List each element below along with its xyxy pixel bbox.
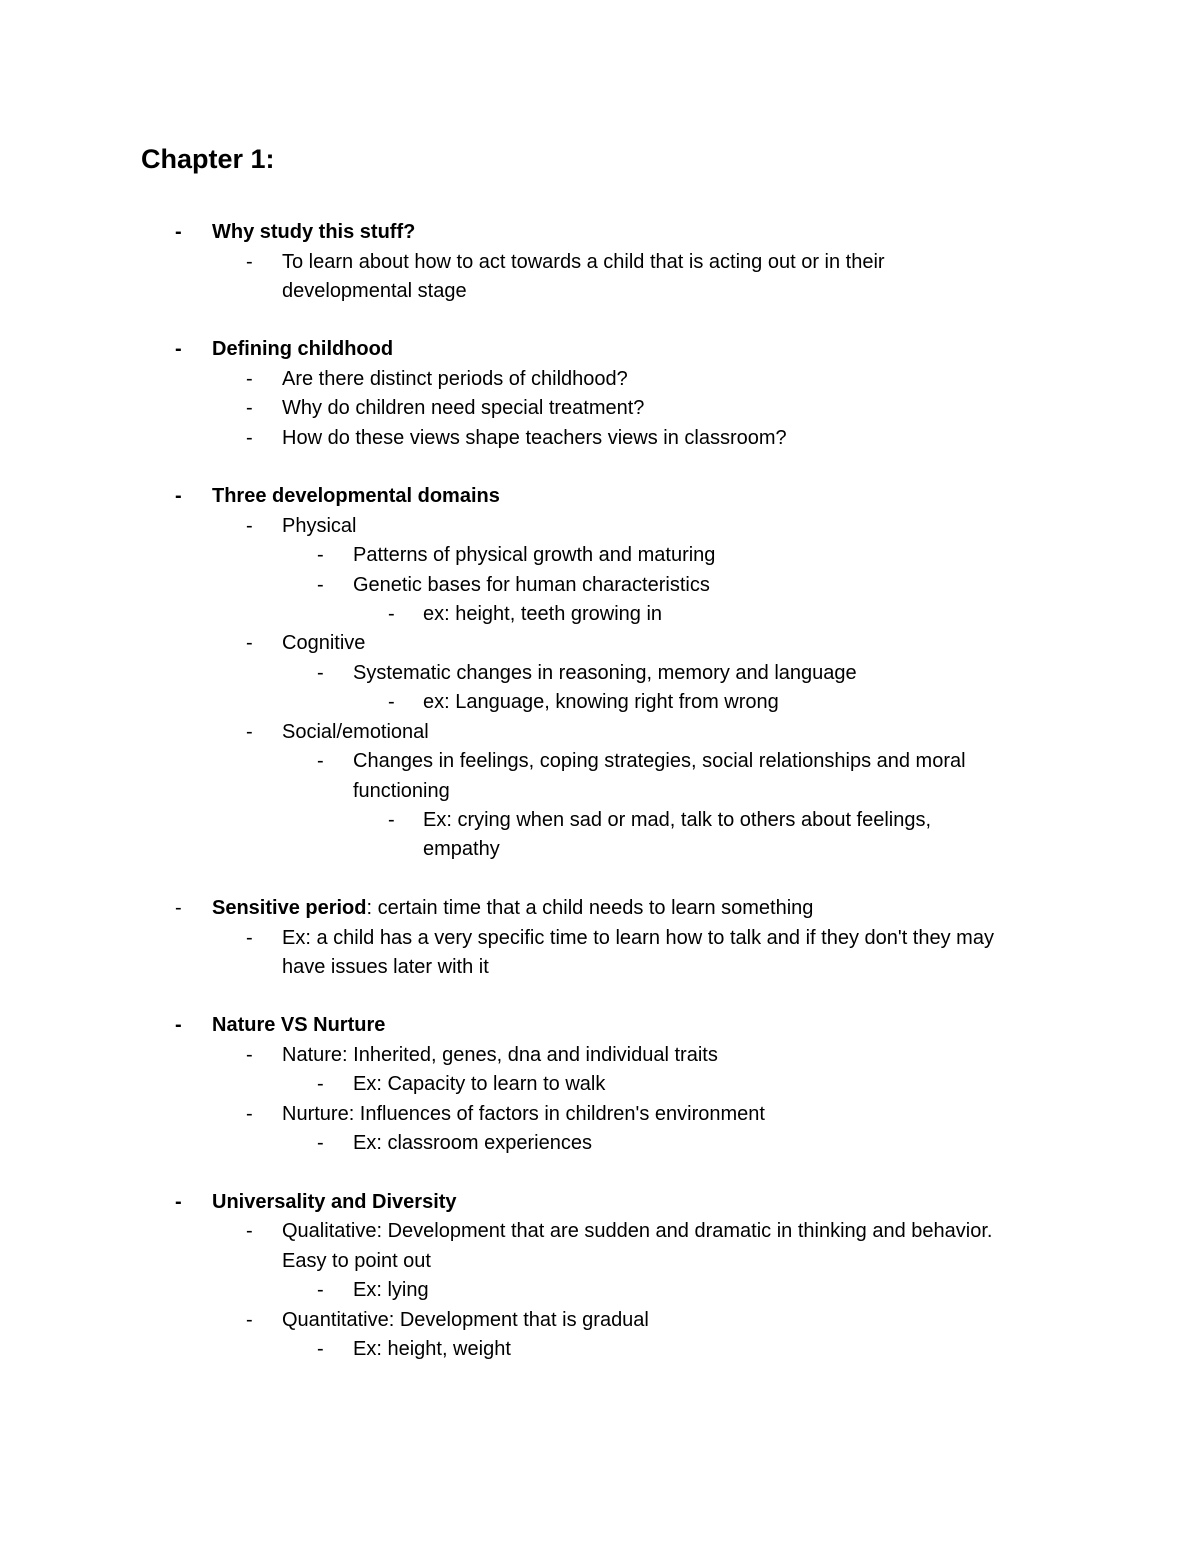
section-heading: - Why study this stuff? <box>0 217 1200 247</box>
bullet-dash: - <box>246 251 253 273</box>
list-item: - Ex: crying when sad or mad, talk to others about feelings, <box>0 805 1200 835</box>
list-item: - Quantitative: Development that is gradual <box>0 1305 1200 1335</box>
list-item: - Physical <box>0 511 1200 541</box>
list-item: - Qualitative: Development that are sudden and dramatic in thinking and behavior. <box>0 1216 1200 1246</box>
section-heading: - Universality and Diversity <box>0 1187 1200 1217</box>
bullet-dash: - <box>175 1191 182 1213</box>
bullet-dash: - <box>317 1132 324 1154</box>
list-item-continuation: empathy <box>423 838 500 860</box>
list-item: - Ex: classroom experiences <box>0 1128 1200 1158</box>
bullet-dash: - <box>246 1309 253 1331</box>
list-item: - ex: height, teeth growing in <box>0 599 1200 629</box>
list-item: - Changes in feelings, coping strategies, social relationships and moral <box>0 746 1200 776</box>
bullet-dash: - <box>246 368 253 390</box>
bullet-dash: - <box>388 603 395 625</box>
bullet-dash: - <box>175 1014 182 1036</box>
list-item: - Systematic changes in reasoning, memory and language <box>0 658 1200 688</box>
section-heading: - Defining childhood <box>0 334 1200 364</box>
list-item: - Cognitive <box>0 628 1200 658</box>
list-item: - How do these views shape teachers views in classroom? <box>0 423 1200 453</box>
bullet-dash: - <box>175 485 182 507</box>
section-heading: - Sensitive period: certain time that a child needs to learn something <box>0 893 1200 923</box>
page-title: Chapter 1: <box>141 144 275 174</box>
bullet-dash: - <box>246 632 253 654</box>
bullet-dash: - <box>317 1338 324 1360</box>
bullet-dash: - <box>388 809 395 831</box>
bullet-dash: - <box>317 1073 324 1095</box>
bullet-dash: - <box>317 574 324 596</box>
bullet-dash: - <box>317 662 324 684</box>
bullet-dash: - <box>175 221 182 243</box>
section-heading: - Three developmental domains <box>0 481 1200 511</box>
list-item-continuation: have issues later with it <box>282 956 489 978</box>
bullet-dash: - <box>317 544 324 566</box>
bullet-dash: - <box>388 691 395 713</box>
bullet-dash: - <box>317 1279 324 1301</box>
list-item: - Social/emotional <box>0 717 1200 747</box>
bullet-dash: - <box>246 515 253 537</box>
bullet-dash: - <box>246 1044 253 1066</box>
bullet-dash: - <box>175 897 182 919</box>
list-item: - Ex: Capacity to learn to walk <box>0 1069 1200 1099</box>
list-item: - Why do children need special treatment? <box>0 393 1200 423</box>
bullet-dash: - <box>246 427 253 449</box>
bullet-dash: - <box>246 1103 253 1125</box>
list-item: - Nature: Inherited, genes, dna and individual traits <box>0 1040 1200 1070</box>
list-item: - Ex: height, weight <box>0 1334 1200 1364</box>
list-item-continuation: developmental stage <box>282 280 467 302</box>
list-item: - ex: Language, knowing right from wrong <box>0 687 1200 717</box>
bullet-dash: - <box>246 1220 253 1242</box>
bullet-dash: - <box>246 397 253 419</box>
section-heading: - Nature VS Nurture <box>0 1010 1200 1040</box>
bullet-dash: - <box>246 927 253 949</box>
list-item: - Are there distinct periods of childhood? <box>0 364 1200 394</box>
list-item: - Patterns of physical growth and maturing <box>0 540 1200 570</box>
list-item: - Ex: a child has a very specific time to learn how to talk and if they don't they may <box>0 923 1200 953</box>
bullet-dash: - <box>246 721 253 743</box>
list-item: - Nurture: Influences of factors in children's environment <box>0 1099 1200 1129</box>
list-item: - Ex: lying <box>0 1275 1200 1305</box>
list-item: - Genetic bases for human characteristics <box>0 570 1200 600</box>
bullet-dash: - <box>317 750 324 772</box>
list-item-continuation: Easy to point out <box>282 1250 431 1272</box>
list-item: - To learn about how to act towards a child that is acting out or in their <box>0 247 1200 277</box>
list-item-continuation: functioning <box>353 780 450 802</box>
bullet-dash: - <box>175 338 182 360</box>
